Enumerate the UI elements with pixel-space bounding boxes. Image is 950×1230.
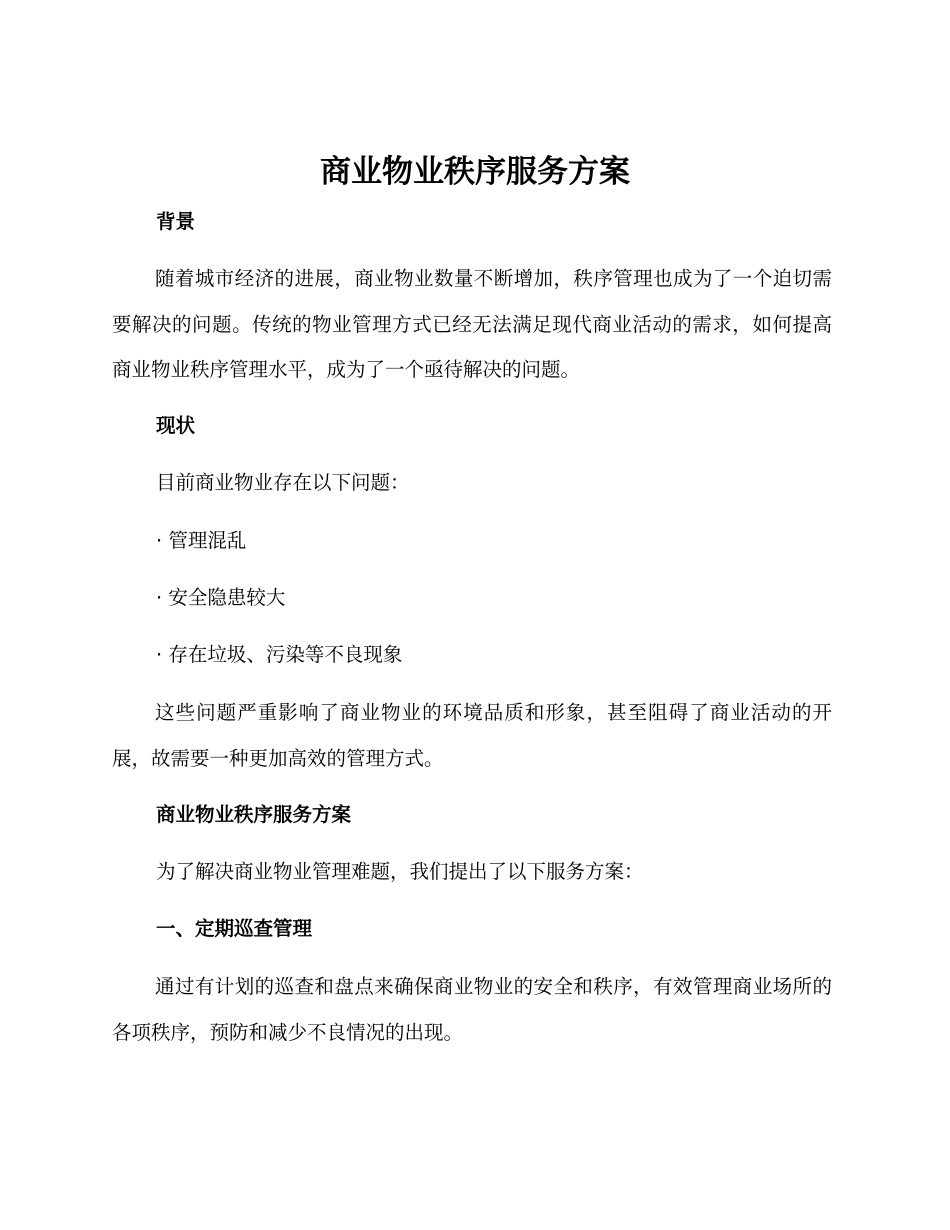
bullet-item: · 安全隐患较大 [156,586,286,609]
background-paragraph: 随着城市经济的进展，商业物业数量不断增加，秩序管理也成为了一个迫切需要解决的问题。传统的物业管理方式已经无法满足现代商业活动的需求，如何提高商业物业秩序管理水平，成为了一个亟待解决的问题。 [112,267,832,381]
bullet-item: · 管理混乱 [156,529,247,552]
subheading-regular-patrol: 一、定期巡查管理 [156,917,313,940]
status-paragraph: 这些问题严重影响了商业物业的环境品质和形象，甚至阻碍了商业活动的开展，故需要一种更加高效的管理方式。 [112,701,832,770]
section-heading-background: 背景 [156,210,196,233]
status-intro: 目前商业物业存在以下问题： [156,471,410,494]
section-heading-plan: 商业物业秩序服务方案 [156,803,352,826]
section-heading-status: 现状 [156,414,196,437]
document-title: 商业物业秩序服务方案 [320,154,630,190]
plan-intro: 为了解决商业物业管理难题，我们提出了以下服务方案： [156,860,644,883]
regular-patrol-paragraph: 通过有计划的巡查和盘点来确保商业物业的安全和秩序，有效管理商业场所的各项秩序，预防和减少不良情况的出现。 [112,975,832,1044]
bullet-item: · 存在垃圾、污染等不良现象 [156,643,403,666]
